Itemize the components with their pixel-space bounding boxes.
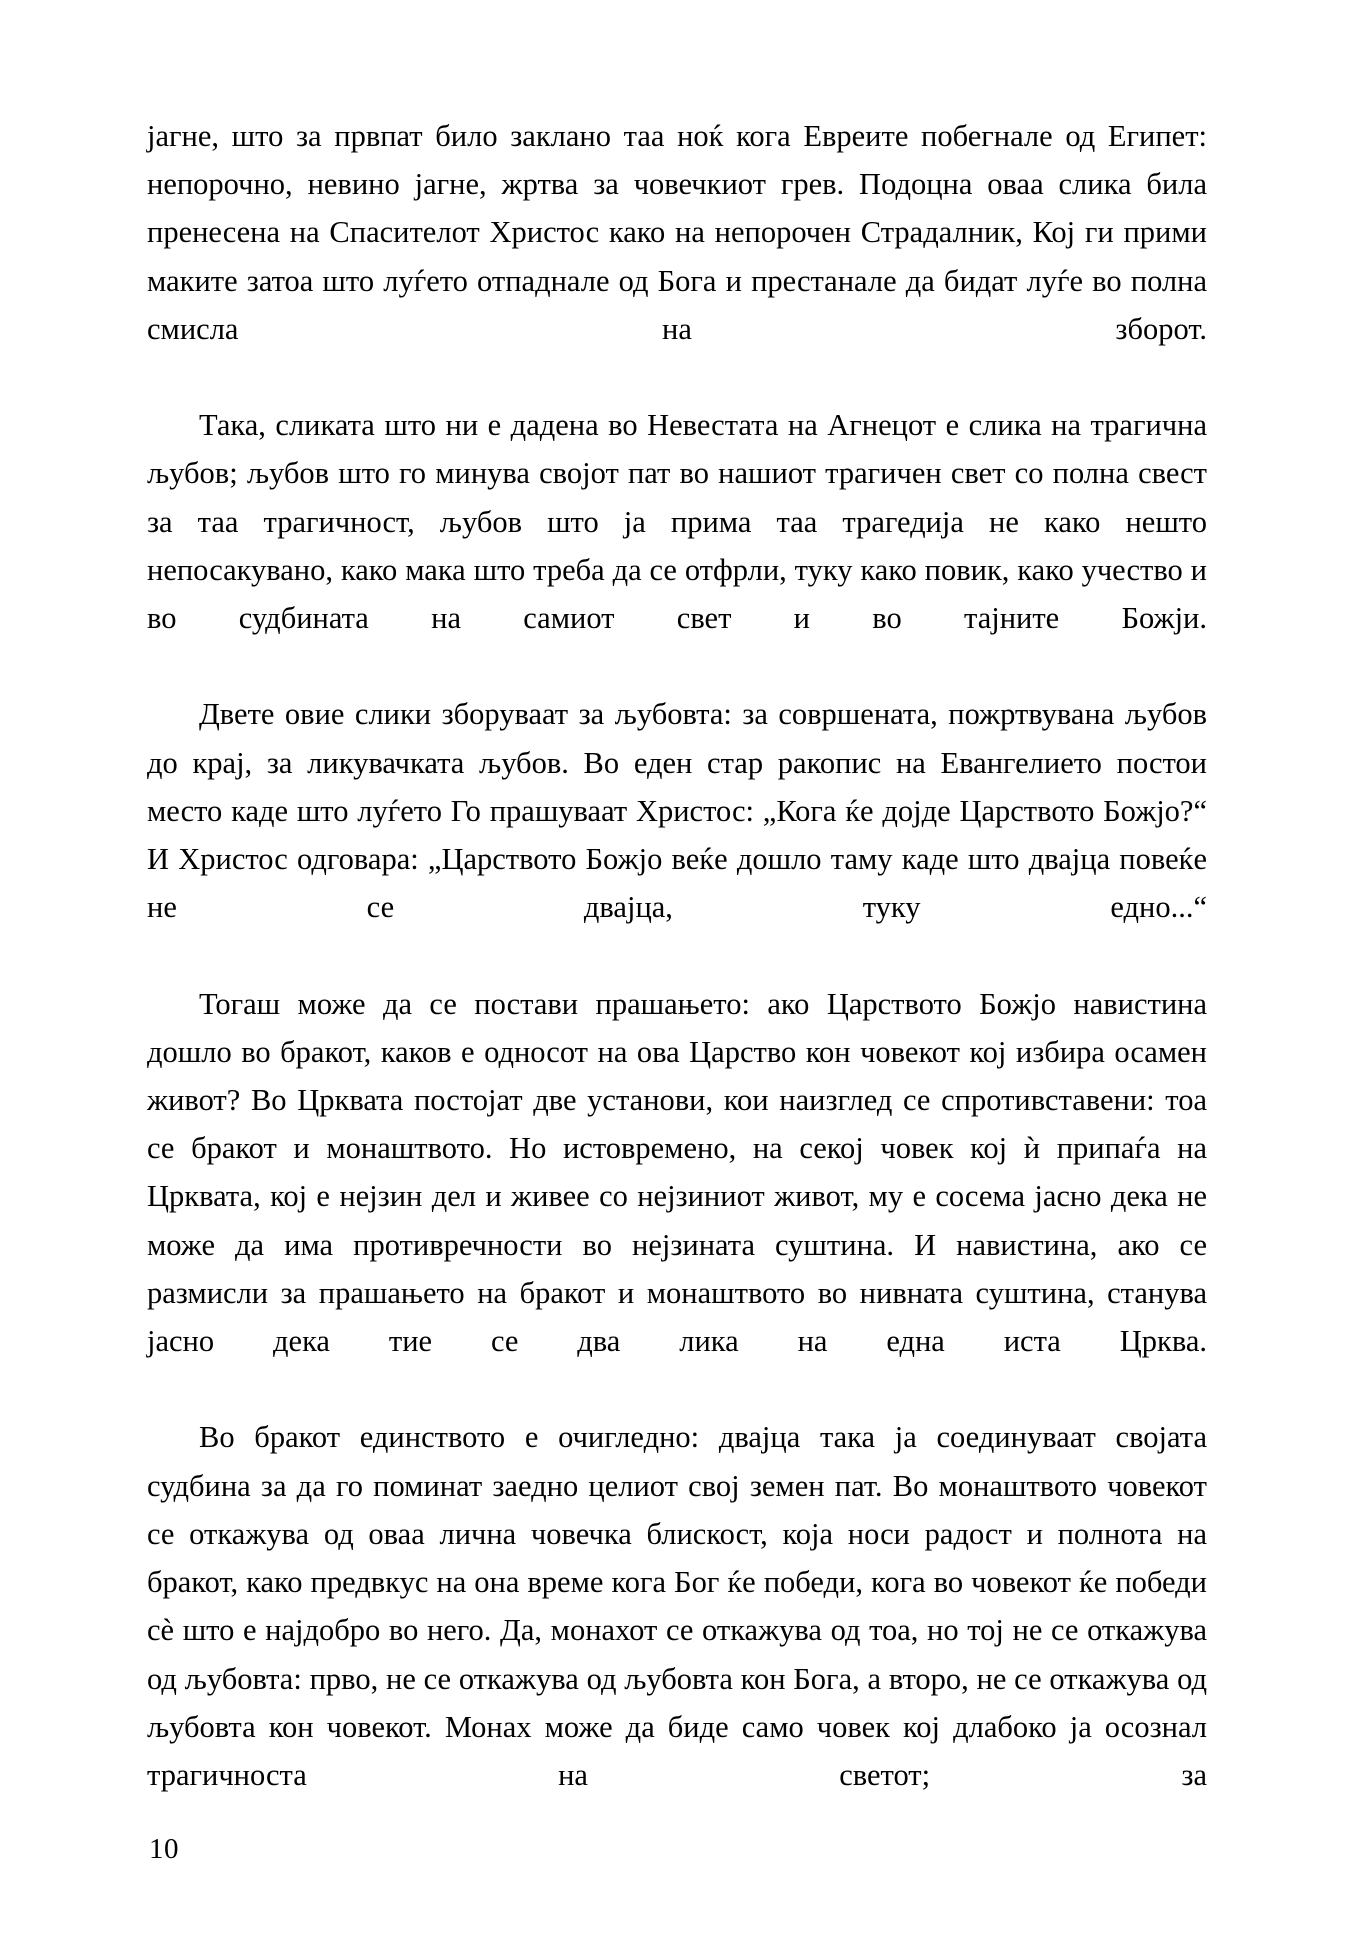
paragraph-4: Тогаш може да се постави прашањето: ако Царството Божјо навистина дошло во бракот, каков е односот на ова Царство кон човекот кој избира осамен живот? Во Црквата постојат две установи, кои наизглед се спротивставени: тоа се бракот и монаштвото. Но истовремено, на секој човек кој ѝ припаѓа на Црквата, кој е нејзин дел и живее со нејзиниот живот, му е сосема јасно дека не може да има противречности во нејзината суштина. И навистина, ако се размисли за прашањето на бракот и монаштвото во нивната суштина, станува јасно дека тие се два лика на една иста Црква. [147, 986, 1207, 1359]
paragraph-5: Во бракот единството е очигледно: двајца така ја соединуваат својата судбина за да го поминат заедно целиот свој земен пат. Во монаштвото човекот се откажува од оваа лична човечка блискост, која носи радост и полнота на бракот, како предвкус на она време кога Бог ќе победи, кога во човекот ќе победи сè што е најдобро во него. Да, монахот се откажува од тоа, но тој не се откажува од љубовта: прво, не се откажува од љубовта кон Бога, а второ, не се откажува од љубовта кон човекот. Монах може да биде само човек кој длабоко ја осознал трагичноста на светот; за [147, 1420, 1207, 1792]
page-number: 10 [149, 1833, 179, 1865]
paragraph-3: Двете овие слики зборуваат за љубовта: за совршената, пожртвувана љубов до крај, за ликувачката љубов. Во еден стар ракопис на Евангелието постои место каде што луѓето Го прашуваат Христос: „Кога ќе дојде Царството Божјо?“ И Христос одговара: „Царството Божјо веќе дошло таму каде што двајца повеќе не се двајца, туку едно...“ [147, 697, 1207, 925]
paragraph-1: јагне, што за првпат било заклано таа ноќ кога Евреите побегнале од Египет: непорочно, невино јагне, жртва за човечкиот грев. Подоцна оваа слика била пренесена на Спасителот Христос како на непорочен Страдалник, Кој ги прими маките затоа што луѓето отпаднале од Бога и престанале да бидат луѓе во полна смисла на зборот. [147, 119, 1207, 346]
paragraph-2: Така, сликата што ни е дадена во Невестата на Агнецот е слика на трагична љубов; љубов што го минува својот пат во нашиот трагичен свет со полна свест за таа трагичност, љубов што ја прима таа трагедија не како нешто непосакувано, како мака што треба да се отфрли, туку како повик, како учество и во судбината на самиот свет и во тајните Божји. [147, 408, 1207, 636]
body-text-column [147, 112, 1207, 1847]
